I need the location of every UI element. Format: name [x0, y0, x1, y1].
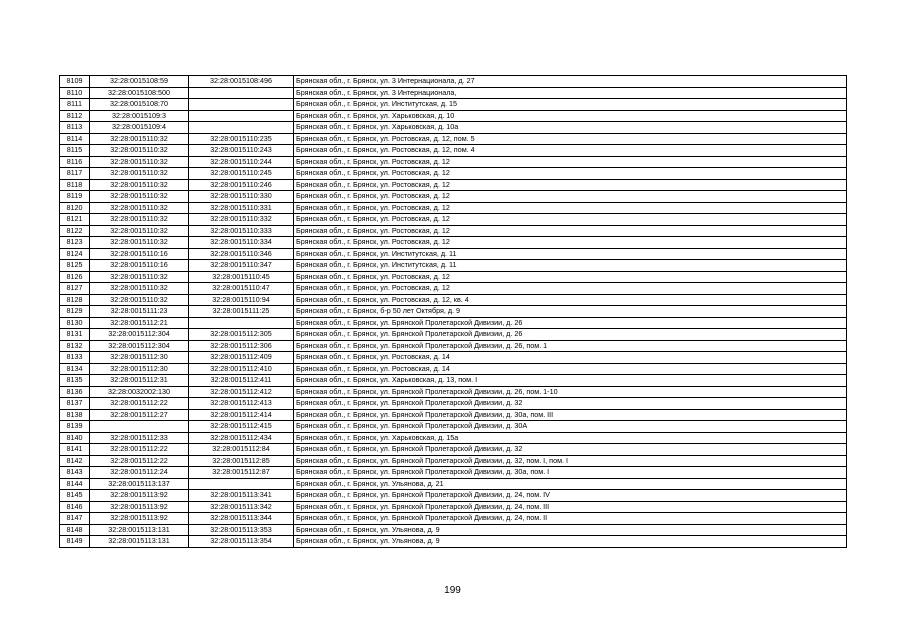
land-cadastral-number-cell: 32:28:0015112:22 [90, 455, 189, 467]
table-row [60, 329, 847, 341]
row-number-cell: 8111 [60, 99, 90, 111]
row-number-cell: 8123 [60, 237, 90, 249]
address-cell: Брянская обл., г. Брянск, ул. Ростовская, д. 12 [294, 179, 847, 191]
row-number-cell: 8115 [60, 145, 90, 157]
table-row [60, 202, 847, 214]
land-cadastral-number-cell: 32:28:0015113:137 [90, 478, 189, 490]
address-cell: Брянская обл., г. Брянск, ул. Харьковская, д. 13, пом. I [294, 375, 847, 387]
land-cadastral-number-cell: 32:28:0015110:16 [90, 260, 189, 272]
land-cadastral-number-cell: 32:28:0015112:24 [90, 467, 189, 479]
land-cadastral-number-cell: 32:28:0015110:16 [90, 248, 189, 260]
object-cadastral-number-cell [189, 110, 294, 122]
object-cadastral-number-cell: 32:28:0015110:243 [189, 145, 294, 157]
address-cell: Брянская обл., г. Брянск, ул. Ростовская, д. 12 [294, 237, 847, 249]
object-cadastral-number-cell: 32:28:0015112:85 [189, 455, 294, 467]
object-cadastral-number-cell: 32:28:0015108:496 [189, 76, 294, 88]
object-cadastral-number-cell: 32:28:0015111:25 [189, 306, 294, 318]
land-cadastral-number-cell: 32:28:0015110:32 [90, 283, 189, 295]
address-cell: Брянская обл., г. Брянск, ул. Брянской Пролетарской Дивизии, д. 30а, пом. III [294, 409, 847, 421]
table-row [60, 76, 847, 88]
address-cell: Брянская обл., г. Брянск, ул. Ульянова, д. 9 [294, 524, 847, 536]
row-number-cell: 8117 [60, 168, 90, 180]
row-number-cell: 8142 [60, 455, 90, 467]
address-cell: Брянская обл., г. Брянск, ул. Ростовская, д. 12 [294, 214, 847, 226]
row-number-cell: 8126 [60, 271, 90, 283]
table-row [60, 133, 847, 145]
object-cadastral-number-cell: 32:28:0015110:346 [189, 248, 294, 260]
object-cadastral-number-cell: 32:28:0015110:246 [189, 179, 294, 191]
table-row [60, 432, 847, 444]
object-cadastral-number-cell: 32:28:0015112:412 [189, 386, 294, 398]
land-cadastral-number-cell: 32:28:0015112:31 [90, 375, 189, 387]
row-number-cell: 8114 [60, 133, 90, 145]
table-row [60, 156, 847, 168]
land-cadastral-number-cell: 32:28:0015112:33 [90, 432, 189, 444]
land-cadastral-number-cell: 32:28:0015112:304 [90, 329, 189, 341]
object-cadastral-number-cell: 32:28:0015110:332 [189, 214, 294, 226]
address-cell: Брянская обл., г. Брянск, ул. Брянской Пролетарской Дивизии, д. 32, пом. I, пом. I [294, 455, 847, 467]
cadastral-table [59, 75, 847, 548]
row-number-cell: 8140 [60, 432, 90, 444]
address-cell: Брянская обл., г. Брянск, ул. Ростовская, д. 12 [294, 283, 847, 295]
row-number-cell: 8133 [60, 352, 90, 364]
row-number-cell: 8120 [60, 202, 90, 214]
page-number: 199 [444, 585, 461, 596]
table-row [60, 225, 847, 237]
row-number-cell: 8109 [60, 76, 90, 88]
address-cell: Брянская обл., г. Брянск, ул. Ростовская, д. 12 [294, 168, 847, 180]
land-cadastral-number-cell: 32:28:0015113:92 [90, 501, 189, 513]
row-number-cell: 8112 [60, 110, 90, 122]
row-number-cell: 8135 [60, 375, 90, 387]
address-cell: Брянская обл., г. Брянск, ул. Брянской Пролетарской Дивизии, д. 32 [294, 398, 847, 410]
land-cadastral-number-cell: 32:28:0015110:32 [90, 133, 189, 145]
address-cell: Брянская обл., г. Брянск, ул. Брянской Пролетарской Дивизии, д. 26, пом. 1-10 [294, 386, 847, 398]
object-cadastral-number-cell: 32:28:0015110:331 [189, 202, 294, 214]
land-cadastral-number-cell: 32:28:0015108:500 [90, 87, 189, 99]
object-cadastral-number-cell: 32:28:0015110:47 [189, 283, 294, 295]
table-row [60, 467, 847, 479]
object-cadastral-number-cell [189, 122, 294, 134]
address-cell: Брянская обл., г. Брянск, ул. Ростовская, д. 12 [294, 202, 847, 214]
address-cell: Брянская обл., г. Брянск, ул. Институтская, д. 15 [294, 99, 847, 111]
object-cadastral-number-cell: 32:28:0015112:413 [189, 398, 294, 410]
table-row [60, 444, 847, 456]
object-cadastral-number-cell: 32:28:0015112:410 [189, 363, 294, 375]
land-cadastral-number-cell: 32:28:0015110:32 [90, 214, 189, 226]
row-number-cell: 8138 [60, 409, 90, 421]
land-cadastral-number-cell: 32:28:0015112:22 [90, 444, 189, 456]
cadastral-table-body [60, 76, 847, 548]
table-row [60, 214, 847, 226]
land-cadastral-number-cell: 32:28:0032002:130 [90, 386, 189, 398]
object-cadastral-number-cell: 32:28:0015113:341 [189, 490, 294, 502]
table-row [60, 421, 847, 433]
row-number-cell: 8125 [60, 260, 90, 272]
table-row [60, 536, 847, 548]
land-cadastral-number-cell: 32:28:0015110:32 [90, 156, 189, 168]
row-number-cell: 8110 [60, 87, 90, 99]
row-number-cell: 8137 [60, 398, 90, 410]
address-cell: Брянская обл., г. Брянск, ул. 3 Интернационала, д. 27 [294, 76, 847, 88]
row-number-cell: 8118 [60, 179, 90, 191]
object-cadastral-number-cell: 32:28:0015113:344 [189, 513, 294, 525]
address-cell: Брянская обл., г. Брянск, ул. Брянской Пролетарской Дивизии, д. 24, пом. II [294, 513, 847, 525]
row-number-cell: 8128 [60, 294, 90, 306]
address-cell: Брянская обл., г. Брянск, ул. Ростовская, д. 14 [294, 363, 847, 375]
object-cadastral-number-cell: 32:28:0015112:411 [189, 375, 294, 387]
address-cell: Брянская обл., г. Брянск, ул. Брянской Пролетарской Дивизии, д. 24, пом. IV [294, 490, 847, 502]
row-number-cell: 8132 [60, 340, 90, 352]
address-cell: Брянская обл., г. Брянск, ул. Харьковская, д. 10а [294, 122, 847, 134]
table-row [60, 375, 847, 387]
row-number-cell: 8129 [60, 306, 90, 318]
table-row [60, 110, 847, 122]
object-cadastral-number-cell: 32:28:0015112:409 [189, 352, 294, 364]
object-cadastral-number-cell [189, 99, 294, 111]
table-row [60, 179, 847, 191]
land-cadastral-number-cell: 32:28:0015109:3 [90, 110, 189, 122]
row-number-cell: 8113 [60, 122, 90, 134]
address-cell: Брянская обл., г. Брянск, ул. Ростовская, д. 12, кв. 4 [294, 294, 847, 306]
land-cadastral-number-cell: 32:28:0015112:27 [90, 409, 189, 421]
land-cadastral-number-cell: 32:28:0015113:92 [90, 513, 189, 525]
land-cadastral-number-cell: 32:28:0015110:32 [90, 145, 189, 157]
table-row [60, 398, 847, 410]
object-cadastral-number-cell [189, 478, 294, 490]
table-row [60, 306, 847, 318]
land-cadastral-number-cell: 32:28:0015112:21 [90, 317, 189, 329]
row-number-cell: 8144 [60, 478, 90, 490]
row-number-cell: 8145 [60, 490, 90, 502]
land-cadastral-number-cell: 32:28:0015108:59 [90, 76, 189, 88]
table-row [60, 260, 847, 272]
land-cadastral-number-cell: 32:28:0015109:4 [90, 122, 189, 134]
address-cell: Брянская обл., г. Брянск, ул. Институтская, д. 11 [294, 248, 847, 260]
address-cell: Брянская обл., г. Брянск, ул. Брянской Пролетарской Дивизии, д. 32 [294, 444, 847, 456]
address-cell: Брянская обл., г. Брянск, ул. Ростовская, д. 12, пом. 4 [294, 145, 847, 157]
row-number-cell: 8146 [60, 501, 90, 513]
object-cadastral-number-cell: 32:28:0015110:347 [189, 260, 294, 272]
land-cadastral-number-cell: 32:28:0015112:304 [90, 340, 189, 352]
address-cell: Брянская обл., г. Брянск, ул. Брянской Пролетарской Дивизии, д. 26 [294, 317, 847, 329]
address-cell: Брянская обл., г. Брянск, ул. Харьковская, д. 15а [294, 432, 847, 444]
address-cell: Брянская обл., г. Брянск, ул. Брянской Пролетарской Дивизии, д. 26, пом. 1 [294, 340, 847, 352]
table-row [60, 168, 847, 180]
table-row [60, 87, 847, 99]
table-row [60, 352, 847, 364]
row-number-cell: 8130 [60, 317, 90, 329]
object-cadastral-number-cell: 32:28:0015112:415 [189, 421, 294, 433]
object-cadastral-number-cell: 32:28:0015113:353 [189, 524, 294, 536]
land-cadastral-number-cell: 32:28:0015112:22 [90, 398, 189, 410]
land-cadastral-number-cell: 32:28:0015110:32 [90, 191, 189, 203]
object-cadastral-number-cell [189, 317, 294, 329]
land-cadastral-number-cell: 32:28:0015113:131 [90, 524, 189, 536]
address-cell: Брянская обл., г. Брянск, б-р 50 лет Октября, д. 9 [294, 306, 847, 318]
object-cadastral-number-cell: 32:28:0015113:342 [189, 501, 294, 513]
land-cadastral-number-cell: 32:28:0015108:70 [90, 99, 189, 111]
land-cadastral-number-cell: 32:28:0015113:131 [90, 536, 189, 548]
address-cell: Брянская обл., г. Брянск, ул. Ульянова, д. 9 [294, 536, 847, 548]
row-number-cell: 8149 [60, 536, 90, 548]
table-row [60, 248, 847, 260]
land-cadastral-number-cell: 32:28:0015113:92 [90, 490, 189, 502]
row-number-cell: 8122 [60, 225, 90, 237]
row-number-cell: 8121 [60, 214, 90, 226]
address-cell: Брянская обл., г. Брянск, ул. Брянской Пролетарской Дивизии, д. 30а, пом. I [294, 467, 847, 479]
address-cell: Брянская обл., г. Брянск, ул. Ростовская, д. 12 [294, 191, 847, 203]
address-cell: Брянская обл., г. Брянск, ул. Брянской Пролетарской Дивизии, д. 26 [294, 329, 847, 341]
table-row [60, 524, 847, 536]
row-number-cell: 8136 [60, 386, 90, 398]
address-cell: Брянская обл., г. Брянск, ул. Ростовская, д. 14 [294, 352, 847, 364]
address-cell: Брянская обл., г. Брянск, ул. Ульянова, д. 21 [294, 478, 847, 490]
table-row [60, 513, 847, 525]
object-cadastral-number-cell: 32:28:0015112:414 [189, 409, 294, 421]
land-cadastral-number-cell: 32:28:0015110:32 [90, 294, 189, 306]
land-cadastral-number-cell: 32:28:0015112:30 [90, 352, 189, 364]
address-cell: Брянская обл., г. Брянск, ул. Институтская, д. 11 [294, 260, 847, 272]
row-number-cell: 8139 [60, 421, 90, 433]
address-cell: Брянская обл., г. Брянск, ул. Ростовская, д. 12 [294, 156, 847, 168]
table-row [60, 294, 847, 306]
table-row [60, 409, 847, 421]
table-row [60, 501, 847, 513]
table-row [60, 271, 847, 283]
row-number-cell: 8124 [60, 248, 90, 260]
object-cadastral-number-cell: 32:28:0015113:354 [189, 536, 294, 548]
object-cadastral-number-cell: 32:28:0015110:333 [189, 225, 294, 237]
object-cadastral-number-cell: 32:28:0015112:84 [189, 444, 294, 456]
object-cadastral-number-cell: 32:28:0015112:87 [189, 467, 294, 479]
row-number-cell: 8148 [60, 524, 90, 536]
table-row [60, 386, 847, 398]
row-number-cell: 8116 [60, 156, 90, 168]
table-row [60, 99, 847, 111]
object-cadastral-number-cell: 32:28:0015110:235 [189, 133, 294, 145]
address-cell: Брянская обл., г. Брянск, ул. Ростовская, д. 12 [294, 225, 847, 237]
table-row [60, 122, 847, 134]
object-cadastral-number-cell: 32:28:0015110:244 [189, 156, 294, 168]
land-cadastral-number-cell: 32:28:0015110:32 [90, 202, 189, 214]
table-row [60, 490, 847, 502]
table-row [60, 317, 847, 329]
object-cadastral-number-cell: 32:28:0015110:245 [189, 168, 294, 180]
land-cadastral-number-cell: 32:28:0015111:23 [90, 306, 189, 318]
object-cadastral-number-cell: 32:28:0015110:330 [189, 191, 294, 203]
land-cadastral-number-cell: 32:28:0015112:30 [90, 363, 189, 375]
table-row [60, 455, 847, 467]
object-cadastral-number-cell: 32:28:0015112:306 [189, 340, 294, 352]
table-row [60, 237, 847, 249]
land-cadastral-number-cell: 32:28:0015110:32 [90, 179, 189, 191]
address-cell: Брянская обл., г. Брянск, ул. 3 Интернационала, [294, 87, 847, 99]
object-cadastral-number-cell: 32:28:0015110:334 [189, 237, 294, 249]
land-cadastral-number-cell: 32:28:0015110:32 [90, 225, 189, 237]
table-row [60, 340, 847, 352]
land-cadastral-number-cell [90, 421, 189, 433]
object-cadastral-number-cell [189, 87, 294, 99]
address-cell: Брянская обл., г. Брянск, ул. Харьковская, д. 10 [294, 110, 847, 122]
row-number-cell: 8143 [60, 467, 90, 479]
row-number-cell: 8134 [60, 363, 90, 375]
address-cell: Брянская обл., г. Брянск, ул. Брянской Пролетарской Дивизии, д. 24, пом. III [294, 501, 847, 513]
row-number-cell: 8119 [60, 191, 90, 203]
land-cadastral-number-cell: 32:28:0015110:32 [90, 271, 189, 283]
table-row [60, 283, 847, 295]
land-cadastral-number-cell: 32:28:0015110:32 [90, 168, 189, 180]
table-row [60, 363, 847, 375]
address-cell: Брянская обл., г. Брянск, ул. Брянской Пролетарской Дивизии, д. 30А [294, 421, 847, 433]
address-cell: Брянская обл., г. Брянск, ул. Ростовская, д. 12, пом. 5 [294, 133, 847, 145]
row-number-cell: 8147 [60, 513, 90, 525]
row-number-cell: 8131 [60, 329, 90, 341]
table-row [60, 478, 847, 490]
object-cadastral-number-cell: 32:28:0015112:305 [189, 329, 294, 341]
row-number-cell: 8141 [60, 444, 90, 456]
land-cadastral-number-cell: 32:28:0015110:32 [90, 237, 189, 249]
object-cadastral-number-cell: 32:28:0015112:434 [189, 432, 294, 444]
object-cadastral-number-cell: 32:28:0015110:94 [189, 294, 294, 306]
table-row [60, 191, 847, 203]
object-cadastral-number-cell: 32:28:0015110:45 [189, 271, 294, 283]
row-number-cell: 8127 [60, 283, 90, 295]
address-cell: Брянская обл., г. Брянск, ул. Ростовская, д. 12 [294, 271, 847, 283]
table-row [60, 145, 847, 157]
